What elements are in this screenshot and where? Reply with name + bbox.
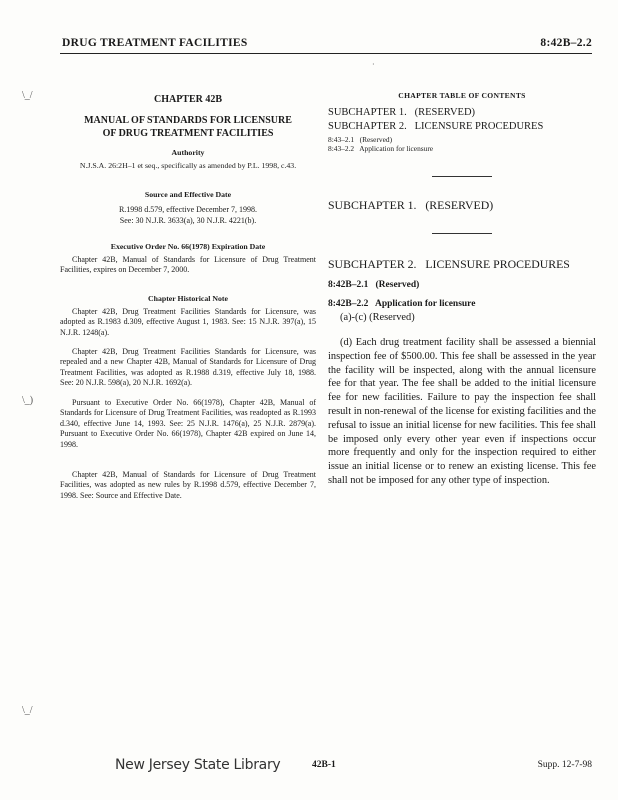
scan-mark: \_/ (22, 90, 33, 101)
toc-rule (432, 176, 492, 177)
exec-order-heading: Executive Order No. 66(1978) Expiration Date (110, 242, 266, 251)
source-line-2: See: 30 N.J.R. 3633(a), 30 N.J.R. 4221(b). (119, 216, 257, 225)
history-note-2: Chapter 42B, Drug Treatment Facilities Standards for Licensure, was repealed and a new Chapter 42B, Manual of Standards for Licensure of Drug Treatment Facilities, was adopted as R.1988 d.319, effective July 18, 1988. See: 20 N.J.R. 598(a), 20 N.J.R. 1692(a). (60, 347, 316, 388)
toc-item-2-1: 8:43–2.1 (Reserved) (328, 135, 393, 144)
subchapter-2-title: SUBCHAPTER 2. LICENSURE PROCEDURES (328, 257, 570, 271)
history-note-1: Chapter 42B, Drug Treatment Facilities Standards for Licensure, was adopted as R.1983 d.309, effective August 1, 1983. See: 15 N.J.R. 397(a), 15 N.J.R. 1248(a). (60, 307, 316, 337)
authority-text: N.J.S.A. 26:2H–1 et seq., specifically as amended by P.L. 1998, c.43. (79, 161, 297, 170)
history-note-3: Pursuant to Executive Order No. 66(1978), Chapter 42B, Manual of Standards for Licensure of Drug Treatment Facilities, was readopted as R.1993 d.340, effective June 14, 1993. See: 25 N.J.R. 1476(a), 25 N.J.R. 2879(a). Pursuant to Executive Order No. 66(1978), Chapter 42B expired on June 14, 1998. (60, 398, 316, 449)
chapter-title (60, 115, 316, 140)
toc-item-2-2: 8:43–2.2 Application for licensure (328, 144, 434, 153)
running-header-section: 8:42B–2.2 (540, 37, 592, 49)
section-2-2-ac: (a)-(c) (Reserved) (340, 312, 415, 323)
page-number: 42B-1 (312, 760, 336, 770)
section-2-2-d: (d) Each drug treatment facility shall be assessed a biennial inspection fee of $500.00. This fee shall be assessed in the year the facility will be inspected, along with the annual licensure fee for that year. The fee shall be added to the initial licensure fee for new facilities. Failure to pay the inspection fee shall result in non-renewal of the license for existing facilities and the refusal to issue an initial license for new facilities. This fee shall be imposed only every other year even if inspections occur more frequently and only for the inspection required to either issue an initial license or to renew an existing license. This fee shall not be imposed for any other type of inspection. (328, 337, 596, 486)
toc-subchapter-1: SUBCHAPTER 1. (RESERVED) (328, 107, 476, 118)
toc-subchapter-2: SUBCHAPTER 2. LICENSURE PROCEDURES (328, 121, 544, 132)
supplement-date: Supp. 12-7-98 (537, 760, 592, 770)
toc-heading: CHAPTER TABLE OF CONTENTS (398, 91, 526, 100)
chapter-title-line-1: MANUAL OF STANDARDS FOR LICENSURE (84, 115, 292, 126)
scan-mark: · (372, 60, 375, 69)
subchapter-1-title: SUBCHAPTER 1. (RESERVED) (328, 198, 494, 212)
section-2-1-heading: 8:42B–2.1 (Reserved) (328, 280, 420, 290)
scan-mark: \_/ (22, 705, 33, 716)
running-header-title: DRUG TREATMENT FACILITIES (62, 37, 248, 49)
history-note-4: Chapter 42B, Manual of Standards for Licensure of Drug Treatment Facilities, was adopted as new rules by R.1998 d.579, effective December 7, 1998. See: Source and Effective Date. (60, 470, 316, 500)
section-2-2-heading: 8:42B–2.2 Application for licensure (328, 299, 476, 309)
history-heading: Chapter Historical Note (148, 294, 228, 303)
header-rule (60, 53, 592, 54)
authority-heading: Authority (171, 148, 205, 157)
subchapter-1-rule (432, 233, 492, 234)
scan-mark: \_) (22, 395, 34, 406)
source-line-1: R.1998 d.579, effective December 7, 1998. (118, 205, 258, 214)
chapter-title-line-2: OF DRUG TREATMENT FACILITIES (102, 127, 274, 139)
exec-order-text: Chapter 42B, Manual of Standards for Licensure of Drug Treatment Facilities, expires on December 7, 2000. (60, 255, 316, 275)
source-heading: Source and Effective Date (144, 190, 232, 199)
chapter-number: CHAPTER 42B (153, 94, 223, 105)
library-stamp: New Jersey State Library (115, 757, 281, 773)
